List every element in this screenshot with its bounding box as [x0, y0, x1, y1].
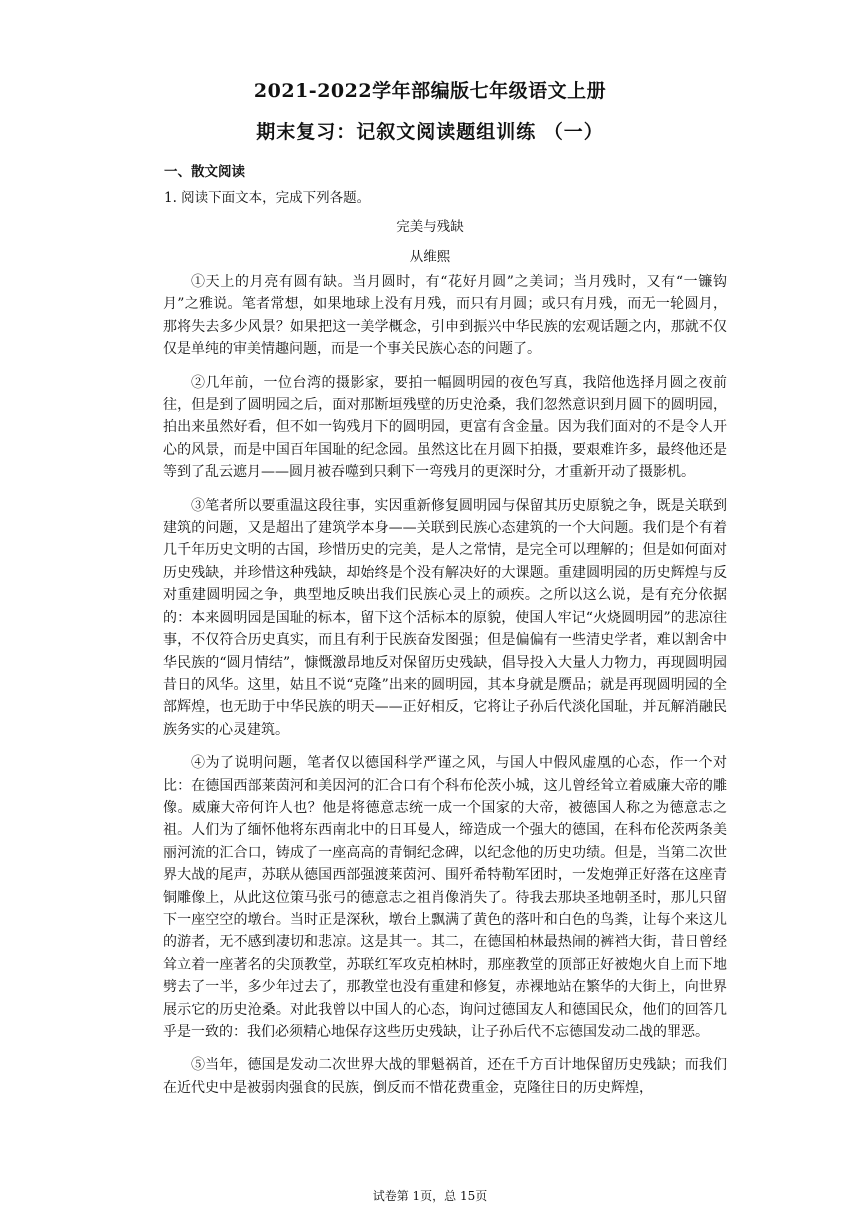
document-title: 2021-2022学年部编版七年级语文上册: [253, 80, 607, 102]
article-author: 从维熙: [409, 249, 451, 265]
paragraph-2: ②几年前，一位台湾的摄影家，要拍一幅圆明园的夜色写真，我陪他选择月圆之夜前往，但是到了圆明园之后，面对那断垣残壁的历史沧桑，我们忽然意识到月圆下的圆明园，拍出来虽然好看，但不如一钩残月下的圆明园，更富有含金量。因为我们面对的不是令人开心的风景，而是中国百年国耻的纪念园。虽然这比在月圆下拍摄，要艰难许多，最终他还是等到了乱云遮月——圆月被吞噬到只剩下一弯残月的更深时分，才重新开动了摄影机。: [163, 374, 727, 481]
article-title: 完美与残缺: [396, 219, 464, 235]
question-prompt: 1. 阅读下面文本，完成下列各题。: [164, 190, 371, 206]
section-heading: 一、散文阅读: [164, 164, 245, 180]
paragraph-3: ③笔者所以要重温这段往事，实因重新修复圆明园与保留其历史原貌之争，既是关联到建筑的问题，又是超出了建筑学本身——关联到民族心态建筑的一个大问题。我们是个有着几千年历史文明的古国，珍惜历史的完美，是人之常情，是完全可以理解的；但是如何面对历史残缺，并珍惜这种残缺，却始终是个没有解决好的大课题。重建圆明园的历史辉煌与反对重建圆明园之争，典型地反映出我们民族心灵上的顽疾。之所以这么说，是有充分依据的：本来圆明园是国耻的标本，留下这个活标本的原貌，使国人牢记“火烧圆明园”的悲凉往事，不仅符合历史真实，而且有利于民族奋发图强；但是偏偏有一些清史学者，难以割舍中华民族的“圆月情结”，慷慨激昂地反对保留历史残缺，倡导投入大量人力物力，再现圆明园昔日的风华。这里，姑且不说“克隆”出来的圆明园，其本身就是赝品；就是再现圆明园的全部辉煌，也无助于中华民族的明天——正好相反，它将让子孙后代淡化国耻，并瓦解消融民族务实的心灵建筑。: [163, 497, 727, 738]
paragraph-1: ①天上的月亮有圆有缺。当月圆时，有“花好月圆”之美词；当月残时，又有“一镰钩月”之雅说。笔者常想，如果地球上没有月残，而只有月圆；或只有月残，而无一轮圆月，那将失去多少风景？如果把这一美学概念，引申到振兴中华民族的宏观话题之内，那就不仅仅是单纯的审美情趣问题，而是一个事关民族心态的问题了。: [163, 274, 727, 358]
document-subtitle: 期末复习：记叙文阅读题组训练 （一）: [256, 121, 604, 143]
paragraph-4: ④为了说明问题，笔者仅以德国科学严谨之风，与国人中假风虚凰的心态，作一个对比：在德国西部莱茵河和美因河的汇合口有个科布伦茨小城，这儿曾经耸立着威廉大帝的雕像。威廉大帝何许人也？他是将德意志统一成一个国家的大帝，被德国人称之为德意志之祖。人们为了缅怀他将东西南北中的日耳曼人，缔造成一个强大的德国，在科布伦茨两条美丽河流的汇合口，铸成了一座高高的青铜纪念碑，以纪念他的历史功绩。但是，当第二次世界大战的尾声，苏联从德国西部强渡莱茵河、围歼希特勒军团时，一发炮弹正好落在这座青铜雕像上，从此这位策马张弓的德意志之祖肖像消失了。待我去那块圣地朝圣时，那儿只留下一座空空的墩台。当时正是深秋，墩台上飘满了黄色的落叶和白色的鸟粪，让每个来这儿的游者，无不感到凄切和悲凉。这是其一。其二，在德国柏林最热闹的裤裆大街，昔日曾经耸立着一座著名的尖顶教堂，苏联红军攻克柏林时，那座教堂的顶部正好被炮火自上而下地劈去了一半，多少年过去了，那教堂也没有重建和修复，赤裸地站在繁华的大街上，向世界展示它的历史沧桑。对此我曾以中国人的心态，询问过德国友人和德国民众，他们的回答几乎是一致的：我们必须精心地保存这些历史残缺，让子孙后代不忘德国发动二战的罪恶。: [163, 755, 727, 1040]
paragraph-5: ⑤当年，德国是发动二次世界大战的罪魁祸首，还在千方百计地保留历史残缺；而我们在近代史中是被弱肉强食的民族，倒反而不惜花费重金，克隆往日的历史辉煌，: [163, 1057, 727, 1096]
article-body: [163, 271, 727, 1110]
page-footer: 试卷第 1页，总 15页: [372, 1189, 488, 1203]
